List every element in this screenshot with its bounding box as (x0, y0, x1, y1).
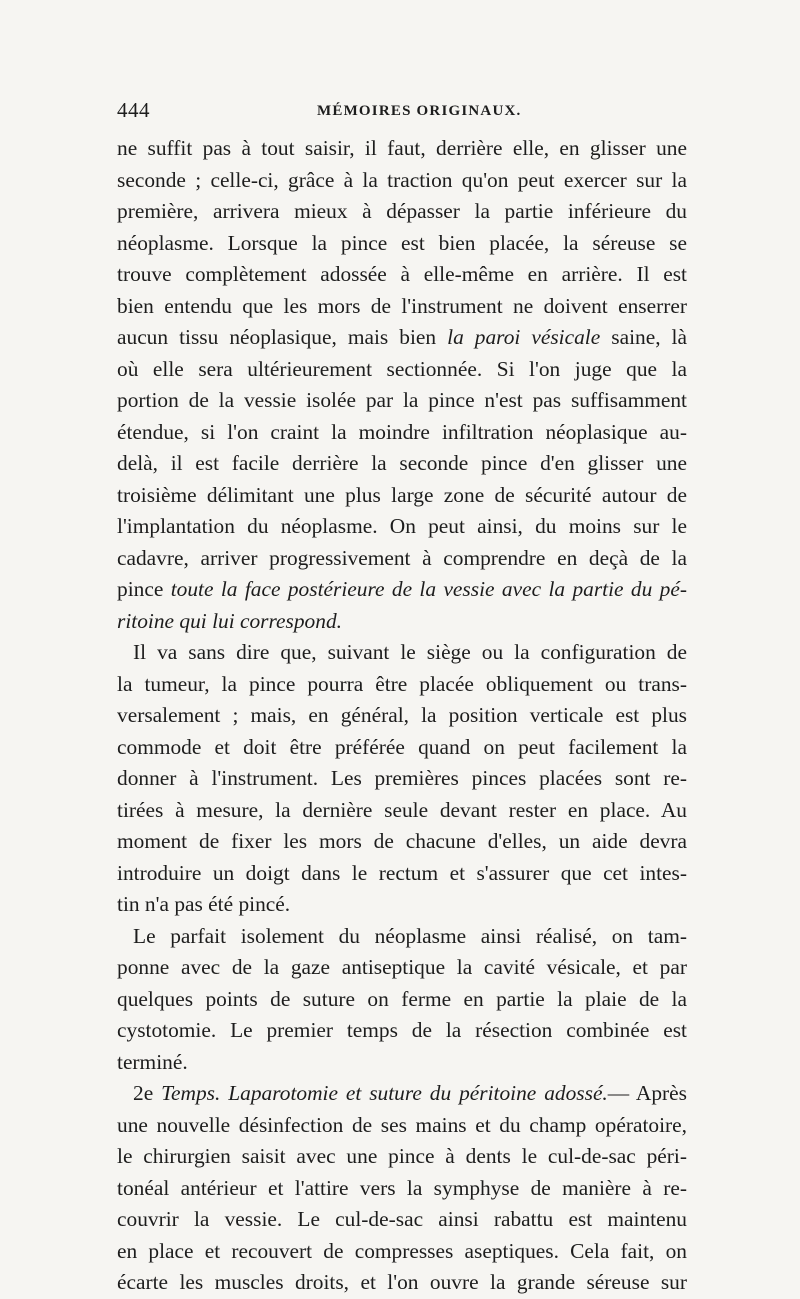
text-segment: terminé. (117, 1049, 188, 1074)
text-line (117, 354, 687, 386)
text-line (117, 1078, 687, 1110)
text-line (117, 196, 687, 228)
text-line (117, 322, 687, 354)
text-segment: introduire un doigt dans le rectum et s'assurer que cet intes- (117, 860, 687, 885)
text-segment: une nouvelle désinfection de ses mains et du champ opératoire, (117, 1112, 687, 1137)
text-segment: ne suffit pas à tout saisir, il faut, derrière elle, en glisser une (117, 136, 687, 160)
text-line (117, 921, 687, 953)
text-line (117, 700, 687, 732)
text-segment: néoplasme. Lorsque la pince est bien placée, la séreuse se (117, 230, 687, 255)
text-segment: où elle sera ultérieurement sectionnée. Si l'on juge que la (117, 356, 687, 381)
text-segment: cadavre, arriver progressivement à comprendre en deçà de la (117, 545, 687, 570)
text-segment: écarte les muscles droits, et l'on ouvre la grande séreuse sur (117, 1270, 687, 1294)
page-header (117, 98, 687, 124)
text-line (117, 732, 687, 764)
body-text (117, 133, 687, 1299)
text-line (117, 889, 687, 921)
text-segment: tonéal antérieur et l'attire vers la symphyse de manière à re- (117, 1175, 687, 1200)
text-segment: pince (117, 577, 171, 601)
page-number: 444 (117, 98, 150, 122)
text-segment: donner à l'instrument. Les premières pinces placées sont re- (117, 766, 687, 790)
text-segment: bien entendu que les mors de l'instrument ne doivent enserrer (117, 293, 687, 318)
text-segment: commode et doit être préférée quand on peut facilement la (117, 734, 687, 759)
text-line (117, 543, 687, 575)
text-segment: trouve complètement adossée à elle-même en arrière. Il est (117, 262, 687, 286)
text-segment: saine, là (600, 325, 687, 349)
text-segment: seconde ; celle-ci, grâce à la traction qu'on peut exercer sur la (117, 167, 687, 192)
text-segment: première, arrivera mieux à dépasser la partie inférieure du (117, 199, 687, 223)
text-line (117, 637, 687, 669)
text-line (117, 1110, 687, 1142)
text-line (117, 858, 687, 890)
running-title: MÉMOIRES ORIGINAUX. (317, 103, 522, 119)
text-line (117, 480, 687, 512)
italic-segment: toute la face postérieure de la vessie avec la partie du pé- (170, 577, 687, 601)
text-line (117, 574, 687, 606)
text-line (117, 228, 687, 260)
text-segment: — Après (607, 1081, 687, 1105)
text-segment: versalement ; mais, en général, la position verticale est plus (117, 703, 687, 727)
text-segment: tin n'a pas été pincé. (117, 892, 291, 916)
text-segment: troisième délimitant une plus large zone de sécurité autour de (117, 482, 687, 507)
text-line (117, 826, 687, 858)
text-segment: le chirurgien saisit avec une pince à dents le cul-de-sac péri- (117, 1144, 687, 1168)
text-line (117, 795, 687, 827)
text-line (117, 291, 687, 323)
text-line (117, 385, 687, 417)
text-segment: moment de fixer les mors de chacune d'elles, un aide devra (117, 829, 687, 853)
text-segment: Il va sans dire que, suivant le siège ou la configuration de (133, 640, 687, 664)
text-segment: 2e (133, 1081, 162, 1105)
text-line (117, 984, 687, 1016)
text-segment: ponne avec de la gaze antiseptique la cavité vésicale, et par (117, 955, 687, 979)
text-line (117, 1047, 687, 1079)
text-line (117, 1204, 687, 1236)
text-segment: étendue, si l'on craint la moindre infiltration néoplasique au- (117, 419, 687, 444)
text-line (117, 511, 687, 543)
text-segment: couvrir la vessie. Le cul-de-sac ainsi rabattu est maintenu (117, 1207, 687, 1231)
text-segment: en place et recouvert de compresses aseptiques. Cela fait, on (117, 1238, 687, 1263)
text-segment: cystotomie. Le premier temps de la résection combinée est (117, 1018, 687, 1042)
text-line (117, 165, 687, 197)
text-line (117, 417, 687, 449)
text-segment: Le parfait isolement du néoplasme ainsi réalisé, on tam- (133, 923, 687, 948)
text-segment: la tumeur, la pince pourra être placée obliquement ou trans- (117, 671, 687, 696)
text-line (117, 1173, 687, 1205)
text-line (117, 606, 687, 638)
italic-segment: Temps. Laparotomie et suture du péritoine adossé. (161, 1081, 608, 1105)
text-line (117, 1141, 687, 1173)
text-line (117, 669, 687, 701)
text-line (117, 1015, 687, 1047)
text-segment: quelques points de suture on ferme en partie la plaie de la (117, 986, 687, 1011)
text-line (117, 259, 687, 291)
italic-segment: ritoine qui lui correspond. (117, 608, 342, 633)
text-line (117, 448, 687, 480)
text-line (117, 763, 687, 795)
text-segment: l'implantation du néoplasme. On peut ainsi, du moins sur le (117, 514, 687, 538)
text-line (117, 1267, 687, 1299)
text-segment: delà, il est facile derrière la seconde pince d'en glisser une (117, 451, 687, 475)
text-segment: portion de la vessie isolée par la pince n'est pas suffisamment (117, 388, 687, 412)
text-segment: aucun tissu néoplasique, mais bien (117, 325, 448, 349)
text-line (117, 133, 687, 165)
text-line (117, 952, 687, 984)
italic-segment: la paroi vésicale (447, 325, 601, 349)
text-line (117, 1236, 687, 1268)
text-segment: tirées à mesure, la dernière seule devant rester en place. Au (117, 797, 687, 822)
